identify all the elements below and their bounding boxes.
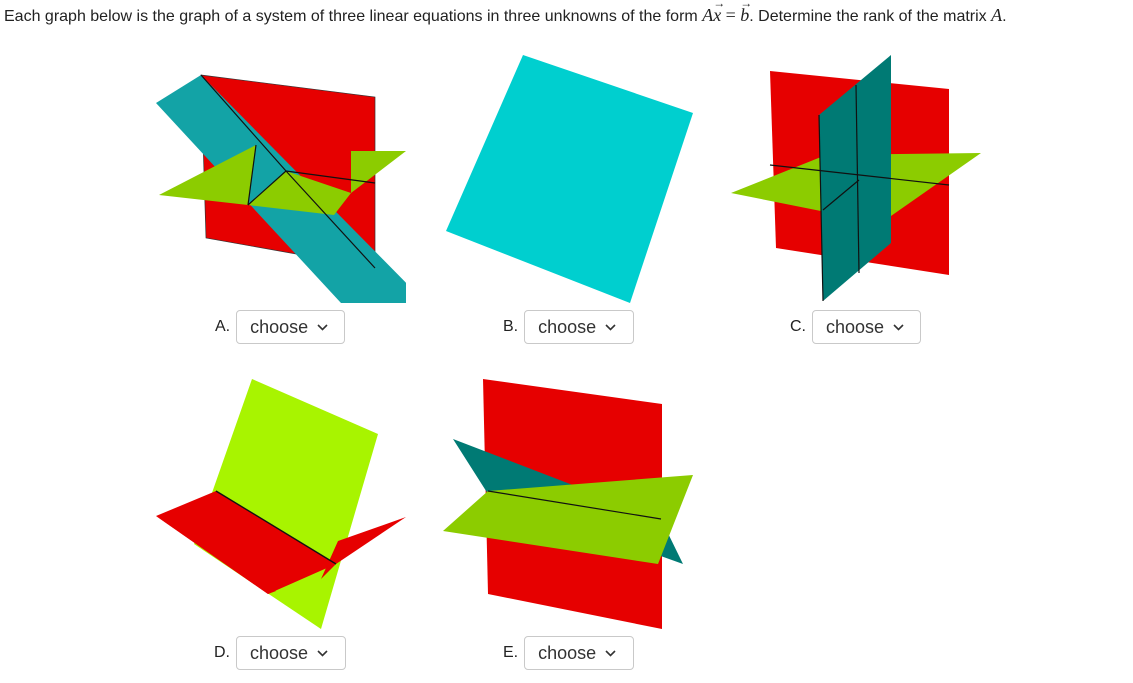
chevron-down-icon xyxy=(317,324,328,331)
select-a[interactable] xyxy=(236,310,345,344)
question-d-label: D. xyxy=(214,644,230,661)
graph-d-planes xyxy=(156,379,406,629)
question-c-label: C. xyxy=(790,318,806,335)
select-d[interactable] xyxy=(236,636,346,670)
chevron-down-icon xyxy=(605,324,616,331)
question-a-label: A. xyxy=(215,318,231,335)
select-a-value: choose xyxy=(250,316,309,337)
chevron-down-icon xyxy=(317,650,328,657)
chevron-down-icon xyxy=(605,650,616,657)
select-b-value: choose xyxy=(538,316,597,337)
instructions-text: Each graph below is the graph of a system of three linear equations in three unknowns of the form A → x = → b. Determine the rank of the matrix A. xyxy=(4,0,1007,25)
question-e xyxy=(503,636,634,670)
question-d xyxy=(214,636,346,670)
select-e[interactable] xyxy=(524,636,634,670)
question-b-label: B. xyxy=(503,318,519,335)
question-a xyxy=(215,310,345,344)
graph-c-planes xyxy=(731,53,981,303)
question-e-label: E. xyxy=(503,644,519,661)
select-b[interactable] xyxy=(524,310,634,344)
select-c-value: choose xyxy=(826,316,885,337)
chevron-down-icon xyxy=(893,324,904,331)
graph-a-planes xyxy=(156,53,406,303)
question-b xyxy=(503,310,634,344)
select-e-value: choose xyxy=(538,642,597,663)
graph-b-planes xyxy=(443,53,693,303)
graph-e-planes xyxy=(443,379,693,629)
question-c xyxy=(790,310,921,344)
select-c[interactable] xyxy=(812,310,921,344)
select-d-value: choose xyxy=(250,642,309,663)
